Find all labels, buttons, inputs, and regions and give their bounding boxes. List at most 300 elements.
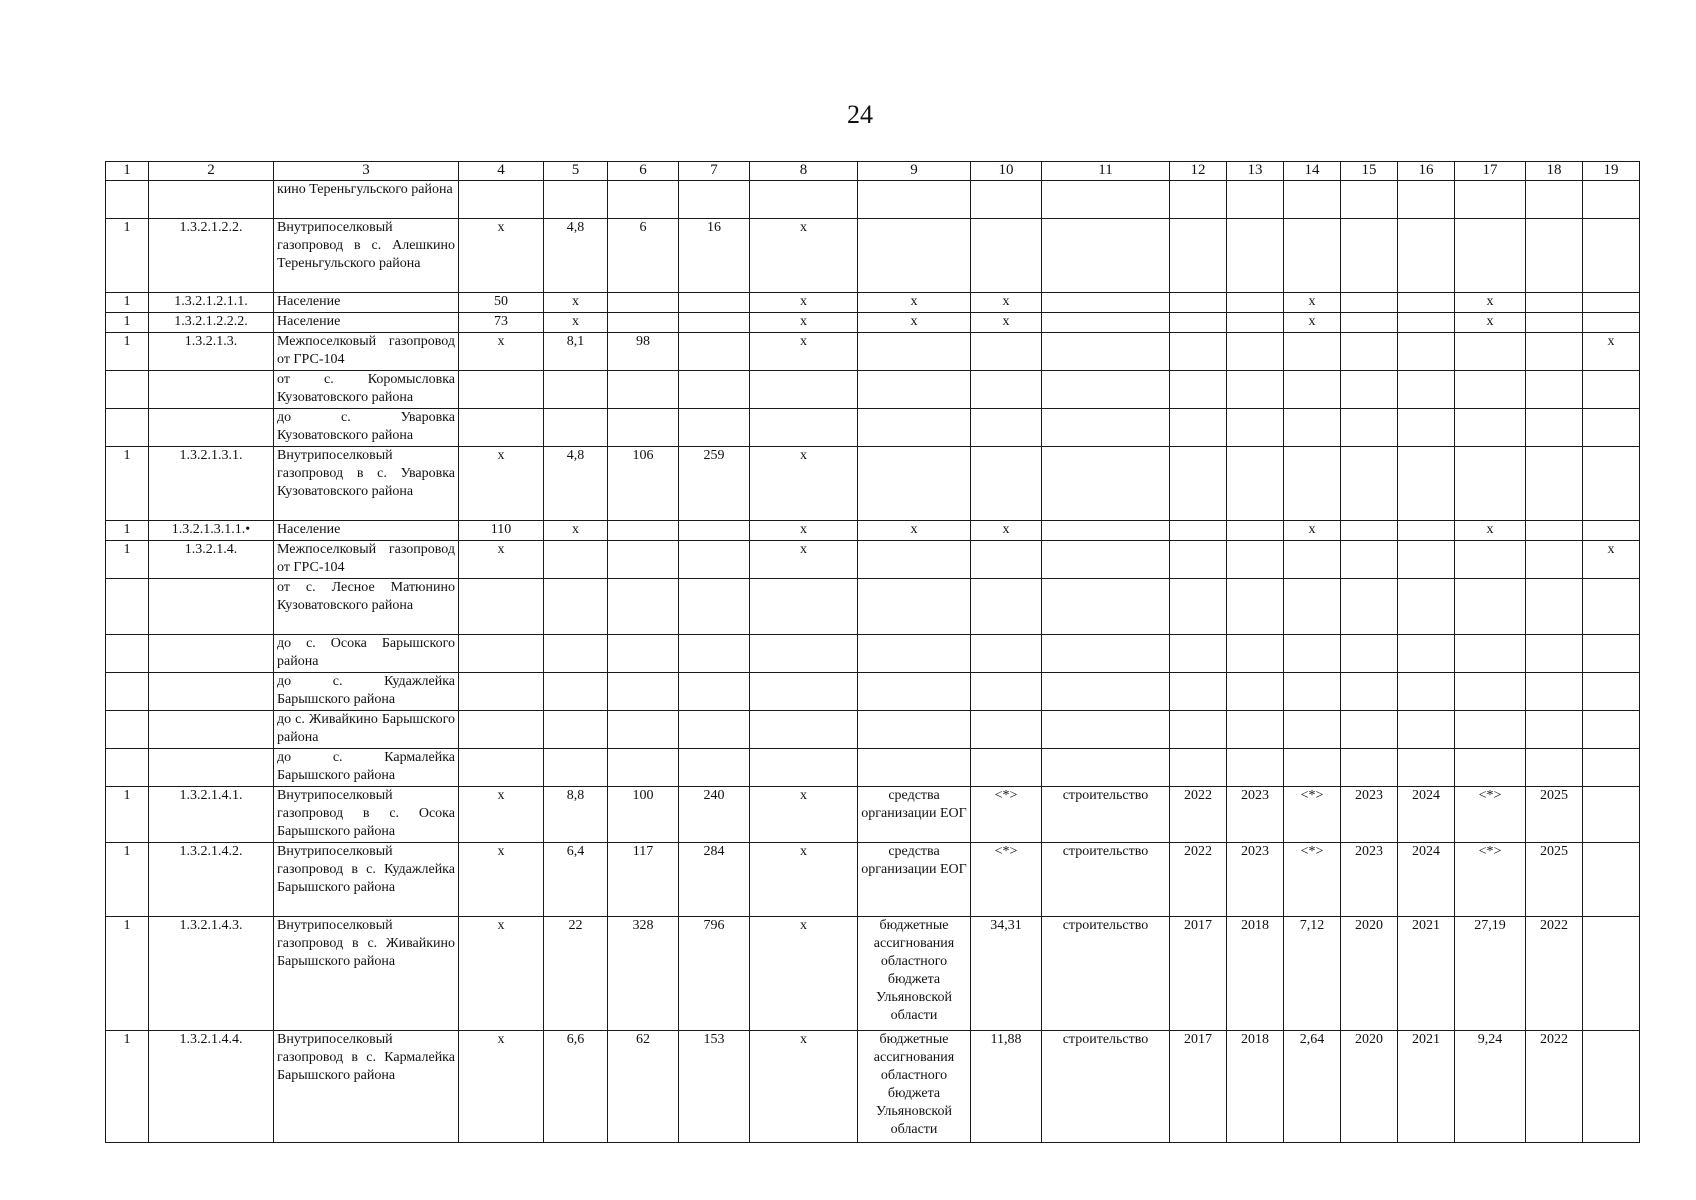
table-cell — [459, 409, 544, 447]
table-row — [106, 541, 1640, 579]
table-cell: 1.3.2.1.3.1. — [149, 447, 274, 521]
table-cell — [679, 635, 750, 673]
table-cell — [1341, 749, 1398, 787]
table-row — [106, 371, 1640, 409]
column-header: 10 — [971, 162, 1042, 181]
table-cell — [1455, 447, 1526, 521]
table-cell — [106, 711, 149, 749]
table-cell — [1284, 447, 1341, 521]
table-cell — [1227, 371, 1284, 409]
table-cell — [858, 749, 971, 787]
table-cell: 2018 — [1227, 1031, 1284, 1143]
table-cell: x — [750, 293, 858, 313]
table-cell: x — [1284, 521, 1341, 541]
table-cell — [1341, 371, 1398, 409]
table-cell — [1170, 313, 1227, 333]
table-cell — [1227, 749, 1284, 787]
table-cell — [1341, 409, 1398, 447]
table-cell: 1.3.2.1.2.2. — [149, 219, 274, 293]
table-cell: 1.3.2.1.4.4. — [149, 1031, 274, 1143]
table-cell: 2022 — [1170, 843, 1227, 917]
table-cell: x — [459, 447, 544, 521]
table-cell — [971, 447, 1042, 521]
table-cell: <*> — [971, 843, 1042, 917]
table-cell: x — [1284, 313, 1341, 333]
table-cell: от с. Коромысловка Кузоватовского района — [274, 371, 459, 409]
table-cell: 2023 — [1227, 843, 1284, 917]
table-cell: 9,24 — [1455, 1031, 1526, 1143]
table-cell — [1398, 521, 1455, 541]
table-cell — [1042, 635, 1170, 673]
table-cell — [1170, 409, 1227, 447]
table-cell — [1170, 673, 1227, 711]
table-cell — [1455, 409, 1526, 447]
table-cell: 1 — [106, 333, 149, 371]
table-row — [106, 1031, 1640, 1143]
table-cell: 153 — [679, 1031, 750, 1143]
table-row — [106, 293, 1640, 313]
table-cell — [1455, 181, 1526, 219]
table-cell — [971, 181, 1042, 219]
table-cell — [1583, 711, 1640, 749]
table-cell — [1583, 219, 1640, 293]
table-row — [106, 711, 1640, 749]
table-cell — [858, 371, 971, 409]
table-cell: Население — [274, 521, 459, 541]
table-cell: 2,64 — [1284, 1031, 1341, 1143]
table-cell — [679, 371, 750, 409]
table-cell — [1398, 219, 1455, 293]
table-cell: 2021 — [1398, 1031, 1455, 1143]
table-cell: Население — [274, 293, 459, 313]
table-cell — [106, 635, 149, 673]
table-cell — [858, 711, 971, 749]
table-cell: 2017 — [1170, 1031, 1227, 1143]
table-cell — [1526, 313, 1583, 333]
table-cell — [1526, 673, 1583, 711]
table-cell: 240 — [679, 787, 750, 843]
table-cell — [679, 673, 750, 711]
table-cell — [1526, 409, 1583, 447]
table-cell — [1227, 181, 1284, 219]
table-cell: 2020 — [1341, 917, 1398, 1031]
table-cell — [679, 293, 750, 313]
table-cell — [1341, 673, 1398, 711]
table-cell: 8,1 — [544, 333, 608, 371]
table-cell — [149, 371, 274, 409]
table-cell: 6 — [608, 219, 679, 293]
table-cell: 8,8 — [544, 787, 608, 843]
table-cell — [1042, 371, 1170, 409]
column-header: 9 — [858, 162, 971, 181]
table-cell: 62 — [608, 1031, 679, 1143]
table-cell: 1 — [106, 1031, 149, 1143]
table-cell — [1455, 579, 1526, 635]
table-cell: x — [459, 541, 544, 579]
table-cell — [1284, 181, 1341, 219]
table-cell — [149, 181, 274, 219]
table-cell — [1341, 313, 1398, 333]
table-cell: x — [750, 313, 858, 333]
table-cell — [1042, 673, 1170, 711]
table-cell — [1170, 541, 1227, 579]
table-row — [106, 409, 1640, 447]
table-cell — [1042, 181, 1170, 219]
table-cell — [1341, 521, 1398, 541]
table-cell — [1455, 371, 1526, 409]
column-header: 6 — [608, 162, 679, 181]
table-row — [106, 917, 1640, 1031]
table-cell — [1170, 521, 1227, 541]
table-cell — [1341, 579, 1398, 635]
table-cell: x — [459, 333, 544, 371]
table-cell — [544, 541, 608, 579]
table-cell — [1227, 447, 1284, 521]
table-cell — [1284, 673, 1341, 711]
table-cell — [1227, 541, 1284, 579]
table-cell — [1042, 541, 1170, 579]
table-cell: 1.3.2.1.4.3. — [149, 917, 274, 1031]
table-cell — [1583, 917, 1640, 1031]
table-cell: Внутрипоселковый газопровод в с. Кудажлейка Барышского района — [274, 843, 459, 917]
table-cell: 2025 — [1526, 843, 1583, 917]
table-cell: 7,12 — [1284, 917, 1341, 1031]
data-table — [105, 161, 1640, 1143]
table-cell: x — [459, 219, 544, 293]
column-header: 1 — [106, 162, 149, 181]
table-cell — [1398, 313, 1455, 333]
table-cell: 1.3.2.1.4. — [149, 541, 274, 579]
table-cell: Внутрипоселковый газопровод в с. Алешкино Тереньгульского района — [274, 219, 459, 293]
table-cell: средства организации ЕОГ — [858, 843, 971, 917]
table-row — [106, 579, 1640, 635]
table-cell: 1 — [106, 293, 149, 313]
table-cell — [1583, 181, 1640, 219]
table-cell: 1 — [106, 219, 149, 293]
table-cell: <*> — [1284, 787, 1341, 843]
table-cell — [858, 409, 971, 447]
table-cell — [1170, 579, 1227, 635]
table-cell — [608, 293, 679, 313]
table-cell — [1398, 749, 1455, 787]
table-cell — [1583, 521, 1640, 541]
table-cell — [1455, 541, 1526, 579]
table-cell: 106 — [608, 447, 679, 521]
table-cell — [971, 409, 1042, 447]
table-cell: до с. Уваровка Кузоватовского района — [274, 409, 459, 447]
table-cell: 4,8 — [544, 447, 608, 521]
table-cell — [858, 181, 971, 219]
table-cell — [679, 181, 750, 219]
table-cell — [750, 673, 858, 711]
table-cell: 98 — [608, 333, 679, 371]
table-cell — [1341, 333, 1398, 371]
table-cell — [1583, 635, 1640, 673]
table-cell — [971, 371, 1042, 409]
table-cell — [858, 447, 971, 521]
table-cell: 1.3.2.1.3.1.1.• — [149, 521, 274, 541]
table-cell — [1583, 843, 1640, 917]
table-cell — [1455, 749, 1526, 787]
table-cell: Внутрипоселковый газопровод в с. Уваровка Кузоватовского района — [274, 447, 459, 521]
table-cell — [679, 579, 750, 635]
table-cell — [1042, 447, 1170, 521]
table-cell: 2018 — [1227, 917, 1284, 1031]
table-cell — [1583, 447, 1640, 521]
column-header: 14 — [1284, 162, 1341, 181]
table-cell — [106, 409, 149, 447]
table-cell — [1398, 409, 1455, 447]
table-cell — [1341, 219, 1398, 293]
table-cell — [1341, 635, 1398, 673]
table-cell — [750, 371, 858, 409]
table-cell: x — [858, 521, 971, 541]
column-header: 12 — [1170, 162, 1227, 181]
table-row — [106, 635, 1640, 673]
table-cell — [1284, 219, 1341, 293]
table-cell — [1526, 635, 1583, 673]
table-cell: 2022 — [1170, 787, 1227, 843]
table-cell — [1583, 409, 1640, 447]
column-header: 17 — [1455, 162, 1526, 181]
table-cell: Межпоселковый газопровод от ГРС-104 — [274, 333, 459, 371]
table-cell: x — [1455, 313, 1526, 333]
table-cell: x — [750, 541, 858, 579]
table-cell: x — [750, 843, 858, 917]
table-cell: Внутрипоселковый газопровод в с. Живайкино Барышского района — [274, 917, 459, 1031]
table-cell: 1 — [106, 787, 149, 843]
table-cell — [1583, 673, 1640, 711]
table-cell — [1583, 787, 1640, 843]
table-cell: до с. Живайкино Барышского района — [274, 711, 459, 749]
table-cell — [544, 635, 608, 673]
table-cell — [106, 673, 149, 711]
table-cell — [1227, 333, 1284, 371]
table-cell — [1341, 447, 1398, 521]
table-cell — [1284, 541, 1341, 579]
table-cell — [858, 579, 971, 635]
table-cell: строительство — [1042, 843, 1170, 917]
table-cell — [544, 673, 608, 711]
table-cell: <*> — [971, 787, 1042, 843]
table-cell: 1 — [106, 917, 149, 1031]
table-cell: x — [1583, 541, 1640, 579]
table-cell — [1526, 333, 1583, 371]
table-cell: <*> — [1455, 843, 1526, 917]
table-cell — [1042, 521, 1170, 541]
column-header: 7 — [679, 162, 750, 181]
table-cell — [1583, 293, 1640, 313]
table-cell — [1042, 711, 1170, 749]
table-cell — [858, 635, 971, 673]
table-cell: 1 — [106, 447, 149, 521]
table-cell — [544, 711, 608, 749]
table-cell — [1284, 635, 1341, 673]
table-cell — [1398, 673, 1455, 711]
table-cell — [149, 409, 274, 447]
table-cell: строительство — [1042, 1031, 1170, 1143]
table-cell: 2023 — [1227, 787, 1284, 843]
table-cell — [1227, 579, 1284, 635]
table-cell — [679, 521, 750, 541]
table-cell: x — [971, 521, 1042, 541]
table-cell: Внутрипоселковый газопровод в с. Кармалейка Барышского района — [274, 1031, 459, 1143]
table-cell — [971, 711, 1042, 749]
table-cell: 6,6 — [544, 1031, 608, 1143]
table-cell: средства организации ЕОГ — [858, 787, 971, 843]
table-cell — [1583, 1031, 1640, 1143]
table-cell: кино Тереньгульского района — [274, 181, 459, 219]
table-cell — [1227, 409, 1284, 447]
header-row — [106, 162, 1640, 181]
column-header: 19 — [1583, 162, 1640, 181]
table-cell — [1227, 711, 1284, 749]
table-cell — [608, 579, 679, 635]
table-cell — [679, 409, 750, 447]
table-cell: 22 — [544, 917, 608, 1031]
table-cell: x — [750, 333, 858, 371]
table-cell: бюджетные ассигнования областного бюджета Ульяновской области — [858, 1031, 971, 1143]
table-cell — [1042, 313, 1170, 333]
table-cell: бюджетные ассигнования областного бюджета Ульяновской области — [858, 917, 971, 1031]
table-cell: 100 — [608, 787, 679, 843]
table-row — [106, 521, 1640, 541]
table-cell — [1042, 579, 1170, 635]
table-cell — [106, 579, 149, 635]
table-cell — [1170, 333, 1227, 371]
table-cell: 796 — [679, 917, 750, 1031]
column-header: 4 — [459, 162, 544, 181]
table-cell — [608, 673, 679, 711]
table-cell — [106, 181, 149, 219]
table-cell — [459, 635, 544, 673]
table-cell — [1526, 447, 1583, 521]
table-cell: 34,31 — [971, 917, 1042, 1031]
table-cell — [1042, 333, 1170, 371]
table-cell — [750, 181, 858, 219]
table-cell — [679, 313, 750, 333]
table-cell — [1170, 293, 1227, 313]
table-cell: 110 — [459, 521, 544, 541]
table-cell — [1042, 409, 1170, 447]
table-cell: Население — [274, 313, 459, 333]
table-cell — [1341, 293, 1398, 313]
table-cell — [1526, 749, 1583, 787]
table-cell — [1170, 219, 1227, 293]
table-cell — [1170, 371, 1227, 409]
table-cell — [1398, 293, 1455, 313]
table-cell: 73 — [459, 313, 544, 333]
table-cell: 16 — [679, 219, 750, 293]
table-cell: 2022 — [1526, 917, 1583, 1031]
table-cell — [858, 333, 971, 371]
table-cell — [608, 521, 679, 541]
table-cell: <*> — [1284, 843, 1341, 917]
table-cell — [679, 711, 750, 749]
table-cell — [1526, 293, 1583, 313]
table-cell — [544, 579, 608, 635]
table-cell — [679, 541, 750, 579]
table-cell: x — [459, 843, 544, 917]
column-header: 3 — [274, 162, 459, 181]
table-cell — [106, 749, 149, 787]
table-cell — [149, 673, 274, 711]
table-cell — [459, 711, 544, 749]
table-cell — [750, 711, 858, 749]
table-cell — [1583, 579, 1640, 635]
table-cell — [1042, 219, 1170, 293]
table-cell — [608, 635, 679, 673]
table-row — [106, 447, 1640, 521]
table-cell — [750, 635, 858, 673]
table-cell — [149, 749, 274, 787]
table-cell: x — [544, 313, 608, 333]
column-header: 13 — [1227, 162, 1284, 181]
table-cell: x — [971, 293, 1042, 313]
table-cell: 1 — [106, 541, 149, 579]
table-cell: 2017 — [1170, 917, 1227, 1031]
table-cell — [544, 371, 608, 409]
table-cell — [971, 635, 1042, 673]
table-cell — [1455, 219, 1526, 293]
column-header: 8 — [750, 162, 858, 181]
table-cell — [459, 749, 544, 787]
table-cell — [971, 673, 1042, 711]
table-cell — [1455, 635, 1526, 673]
table-cell: строительство — [1042, 917, 1170, 1031]
table-cell: x — [544, 521, 608, 541]
table-cell — [1526, 371, 1583, 409]
column-header: 15 — [1341, 162, 1398, 181]
table-cell — [1284, 579, 1341, 635]
table-cell: до с. Осока Барышского района — [274, 635, 459, 673]
table-cell — [544, 749, 608, 787]
table-cell — [459, 579, 544, 635]
table-cell — [544, 181, 608, 219]
table-cell: x — [750, 787, 858, 843]
table-cell — [1170, 181, 1227, 219]
table-cell — [459, 371, 544, 409]
table-cell — [971, 749, 1042, 787]
table-cell — [1398, 579, 1455, 635]
table-row — [106, 313, 1640, 333]
table-cell — [1526, 521, 1583, 541]
table-cell — [1526, 579, 1583, 635]
table-cell — [544, 409, 608, 447]
column-header: 11 — [1042, 162, 1170, 181]
table-cell: x — [858, 293, 971, 313]
table-cell — [1170, 635, 1227, 673]
table-cell: x — [750, 917, 858, 1031]
column-header: 16 — [1398, 162, 1455, 181]
table-cell: 1.3.2.1.4.2. — [149, 843, 274, 917]
table-cell — [459, 181, 544, 219]
table-cell: 2024 — [1398, 843, 1455, 917]
table-cell: x — [1583, 333, 1640, 371]
table-cell: x — [1455, 521, 1526, 541]
table-cell — [1583, 749, 1640, 787]
table-cell — [971, 219, 1042, 293]
table-cell: до с. Кармалейка Барышского района — [274, 749, 459, 787]
table-cell: 27,19 — [1455, 917, 1526, 1031]
table-cell — [1341, 181, 1398, 219]
table-cell: 4,8 — [544, 219, 608, 293]
table-cell — [459, 673, 544, 711]
table-cell — [608, 371, 679, 409]
table-cell — [1583, 371, 1640, 409]
table-cell — [1583, 313, 1640, 333]
table-cell: x — [750, 1031, 858, 1143]
